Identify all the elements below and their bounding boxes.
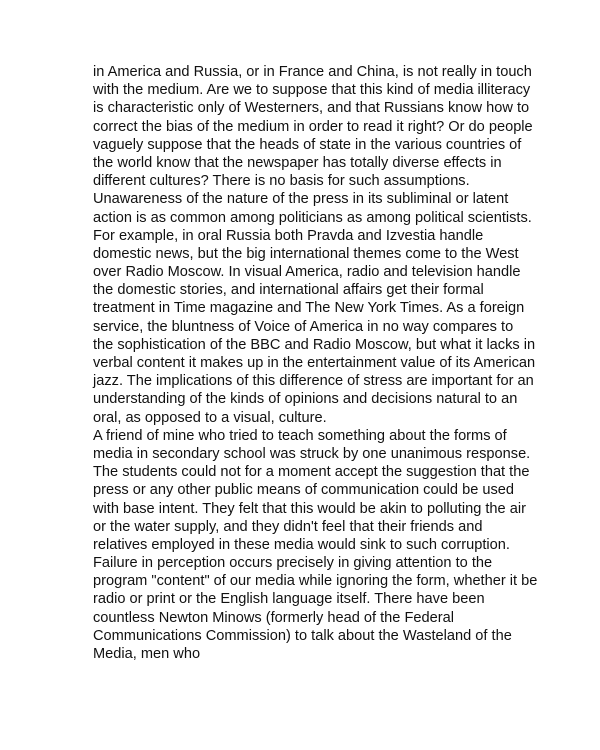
text-line: program "content" of our media while ignoring the form, whether it be	[93, 573, 538, 590]
text-line: countless Newton Minows (formerly head of the Federal	[93, 609, 454, 626]
text-line: understanding of the kinds of opinions and decisions natural to an	[93, 391, 518, 408]
text-line: in America and Russia, or in France and China, is not really in touch	[93, 64, 532, 80]
text-line: service, the bluntness of Voice of America in no way compares to	[93, 318, 514, 335]
text-line: Failure in perception occurs precisely in giving attention to the	[93, 555, 493, 572]
text-line: press or any other public means of communication could be used	[93, 482, 515, 499]
text-line: with the medium. Are we to suppose that this kind of media illiteracy	[93, 82, 531, 99]
text-line: A friend of mine who tried to teach something about the forms of	[93, 427, 507, 444]
text-line: jazz. The implications of this difference of stress are important for an	[93, 373, 534, 390]
text-line: media in secondary school was struck by one unanimous response.	[93, 445, 531, 462]
text-line: Communications Commission) to talk about the Wasteland of the	[93, 627, 512, 644]
text-line: treatment in Time magazine and The New York Times. As a foreign	[93, 300, 525, 317]
text-line: verbal content it makes up in the entertainment value of its American	[93, 355, 536, 371]
text-line: the domestic stories, and international affairs get their formal	[93, 282, 484, 299]
text-line: the sophistication of the BBC and Radio Moscow, but what it lacks in	[93, 336, 536, 353]
text-line: domestic news, but the big international themes come to the West	[93, 245, 519, 262]
text-line: over Radio Moscow. In visual America, radio and television handle	[93, 264, 521, 281]
text-line: Media, men who	[93, 646, 201, 662]
text-line: The students could not for a moment accept the suggestion that the	[93, 464, 530, 481]
text-line: radio or print or the English language itself. There have been	[93, 591, 485, 608]
text-line: different cultures? There is no basis for such assumptions.	[93, 173, 470, 190]
text-line: relatives employed in these media would sink to such corruption.	[93, 536, 510, 553]
text-line: oral, as opposed to a visual, culture.	[93, 409, 327, 426]
text-line: or the water supply, and they didn't feel that their friends and	[93, 518, 483, 535]
text-line: action is as common among politicians as among political scientists.	[93, 209, 532, 226]
text-line: For example, in oral Russia both Pravda and Izvestia handle	[93, 227, 484, 244]
body-text	[93, 63, 538, 663]
text-line: correct the bias of the medium in order to read it right? Or do people	[93, 118, 533, 135]
text-line: the world know that the newspaper has totally diverse effects in	[93, 154, 502, 171]
text-line: Unawareness of the nature of the press in its subliminal or latent	[93, 191, 509, 208]
text-line: is characteristic only of Westerners, and that Russians know how to	[93, 100, 530, 117]
text-line: with base intent. They felt that this would be akin to polluting the air	[93, 500, 526, 517]
text-line: vaguely suppose that the heads of state in the various countries of	[93, 136, 522, 153]
